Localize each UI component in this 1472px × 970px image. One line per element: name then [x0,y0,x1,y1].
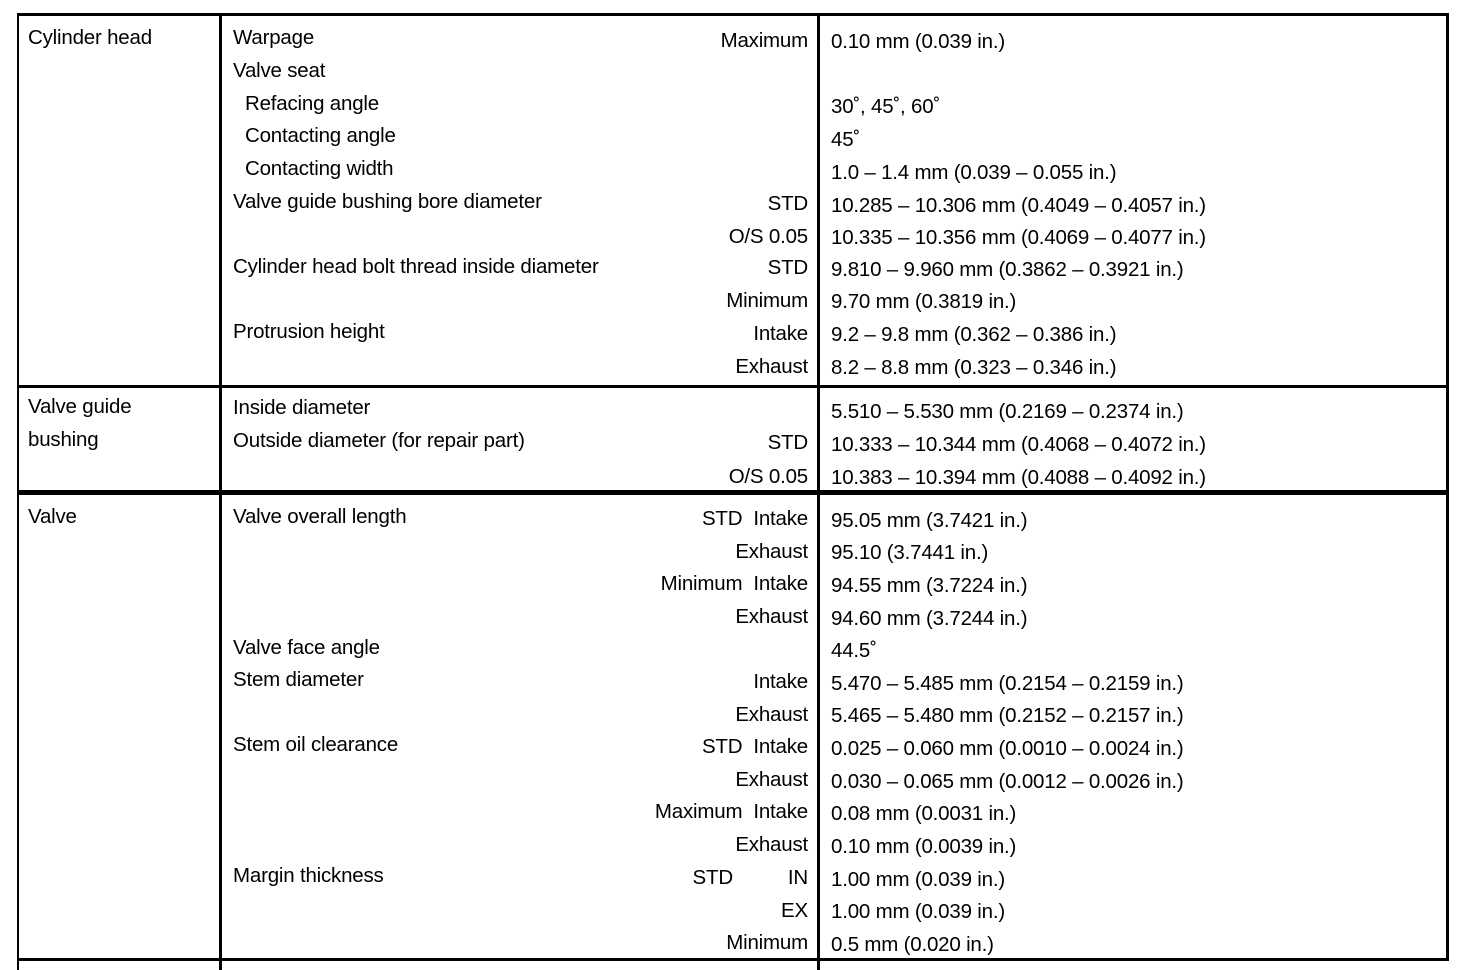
row-value: 95.10 (3.7441 in.) [831,541,989,564]
section-label: Valve [28,505,77,528]
section-divider-1 [17,385,1449,388]
row-qualifier: Exhaust [735,540,808,563]
section-label: bushing [28,428,99,451]
row-value: 45˚ [831,128,861,151]
row-value: 5.465 – 5.480 mm (0.2152 – 0.2157 in.) [831,704,1184,727]
row-item: Warpage [233,26,315,49]
section-divider-3 [17,493,1449,495]
row-value: 0.025 – 0.060 mm (0.0010 – 0.0024 in.) [831,737,1184,760]
section-label: Valve guide [28,395,132,418]
row-qualifier: Intake [753,322,808,345]
row-item: Valve overall length [233,505,407,528]
row-value: 0.5 mm (0.020 in.) [831,933,994,956]
row-item: Protrusion height [233,320,385,343]
table-left-border [17,13,19,970]
row-item: Cylinder head bolt thread inside diameter [233,255,599,278]
row-qualifier: STD [767,256,808,279]
row-qualifier: Maximum [720,29,808,52]
row-value: 95.05 mm (3.7421 in.) [831,509,1028,532]
row-item: Contacting width [245,157,394,180]
row-qualifier: STD [767,431,808,454]
column-divider-2 [817,13,820,970]
row-item: Valve seat [233,59,326,82]
row-qualifier: Exhaust [735,768,808,791]
row-qualifier: STD [767,192,808,215]
row-qualifier: O/S 0.05 [728,465,808,488]
row-item: Contacting angle [245,124,396,147]
row-qualifier: Minimum [726,931,808,954]
row-value: 30˚, 45˚, 60˚ [831,95,941,118]
row-item: Inside diameter [233,396,371,419]
row-item: Valve face angle [233,636,380,659]
row-value: 5.510 – 5.530 mm (0.2169 – 0.2374 in.) [831,400,1184,423]
row-item: Refacing angle [245,92,379,115]
row-value: 10.383 – 10.394 mm (0.4088 – 0.4092 in.) [831,466,1206,489]
row-value: 10.285 – 10.306 mm (0.4049 – 0.4057 in.) [831,194,1206,217]
row-value: 5.470 – 5.485 mm (0.2154 – 0.2159 in.) [831,672,1184,695]
row-item: Stem diameter [233,668,364,691]
row-value: 10.335 – 10.356 mm (0.4069 – 0.4077 in.) [831,226,1206,249]
row-value: 0.10 mm (0.039 in.) [831,30,1005,53]
row-value: 0.08 mm (0.0031 in.) [831,802,1017,825]
row-value: 0.030 – 0.065 mm (0.0012 – 0.0026 in.) [831,770,1184,793]
section-label: Cylinder head [28,26,152,49]
row-qualifier: EX [781,899,808,922]
row-value: 8.2 – 8.8 mm (0.323 – 0.346 in.) [831,356,1117,379]
row-qualifier: Exhaust [735,703,808,726]
row-qualifier: Exhaust [735,355,808,378]
row-qualifier: Intake [753,670,808,693]
row-value: 9.810 – 9.960 mm (0.3862 – 0.3921 in.) [831,258,1184,281]
row-value: 10.333 – 10.344 mm (0.4068 – 0.4072 in.) [831,433,1206,456]
row-item: Valve guide bushing bore diameter [233,190,542,213]
row-value: 44.5˚ [831,639,877,662]
row-item: Outside diameter (for repair part) [233,429,525,452]
table-right-border [1446,13,1449,960]
row-qualifier: STD IN [692,866,808,889]
row-value: 94.60 mm (3.7244 in.) [831,607,1028,630]
row-qualifier: Exhaust [735,605,808,628]
column-divider-1 [219,13,222,970]
row-value: 1.0 – 1.4 mm (0.039 – 0.055 in.) [831,161,1117,184]
row-value: 1.00 mm (0.039 in.) [831,900,1005,923]
row-value: 9.2 – 9.8 mm (0.362 – 0.386 in.) [831,323,1117,346]
row-value: 94.55 mm (3.7224 in.) [831,574,1028,597]
row-value: 1.00 mm (0.039 in.) [831,868,1005,891]
row-qualifier: O/S 0.05 [728,225,808,248]
row-item: Stem oil clearance [233,733,399,756]
row-qualifier: Maximum Intake [654,800,808,823]
row-qualifier: Minimum [726,289,808,312]
row-qualifier: STD Intake [701,507,808,530]
row-qualifier: Exhaust [735,833,808,856]
row-value: 9.70 mm (0.3819 in.) [831,290,1017,313]
row-qualifier: STD Intake [701,735,808,758]
row-value: 0.10 mm (0.0039 in.) [831,835,1017,858]
row-item: Margin thickness [233,864,384,887]
table-top-border [17,13,1449,16]
section-divider-4 [17,958,1449,961]
row-qualifier: Minimum Intake [660,572,808,595]
